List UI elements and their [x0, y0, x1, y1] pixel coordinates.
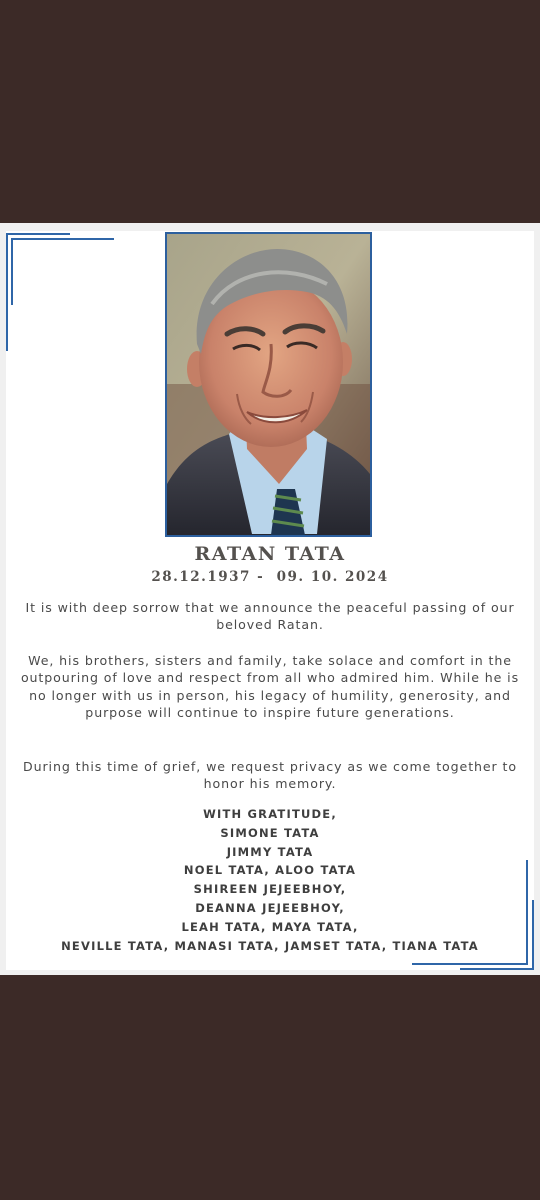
signoff-line: NOEL TATA, ALOO TATA — [183, 863, 357, 878]
announcement-paragraph: It is with deep sorrow that we announce the peaceful passing of our beloved Ratan. — [25, 600, 515, 633]
signoff-heading: WITH GRATITUDE, — [203, 807, 337, 821]
portrait-illustration — [167, 234, 370, 535]
signoff-list — [0, 805, 540, 955]
family-message-paragraph: We, his brothers, sisters and family, take solace and comfort in the outpouring of love and respect from all who admired him. While he is no longer with us in person, his legacy of humility, generosity, and purpose will continue to inspire future generations. — [20, 653, 520, 720]
deceased-name: RATAN TATA — [194, 543, 346, 565]
portrait-photo — [165, 232, 372, 537]
corner-ornament-top-left-v2 — [11, 238, 13, 305]
signoff-line: LEAH TATA, MAYA TATA, — [181, 919, 359, 934]
corner-ornament-bottom-right-h2 — [412, 963, 528, 965]
life-dates: 28.12.1937 - 09. 10. 2024 — [151, 569, 389, 585]
corner-ornament-bottom-right-h1 — [460, 968, 534, 970]
signoff-line: DEANNA JEJEEBHOY, — [195, 900, 345, 915]
signoff-line: JIMMY TATA — [226, 844, 314, 859]
corner-ornament-top-left-h2 — [11, 238, 114, 240]
signoff-line: NEVILLE TATA, MANASI TATA, JAMSET TATA, TIANA TATA — [61, 938, 479, 953]
signoff-line: SHIREEN JEJEEBHOY, — [193, 882, 347, 897]
signoff-line: SIMONE TATA — [220, 825, 320, 840]
corner-ornament-top-left-v1 — [6, 233, 8, 351]
corner-ornament-top-left-h1 — [6, 233, 70, 235]
privacy-request-paragraph: During this time of grief, we request privacy as we come together to honor his memory. — [23, 759, 517, 792]
